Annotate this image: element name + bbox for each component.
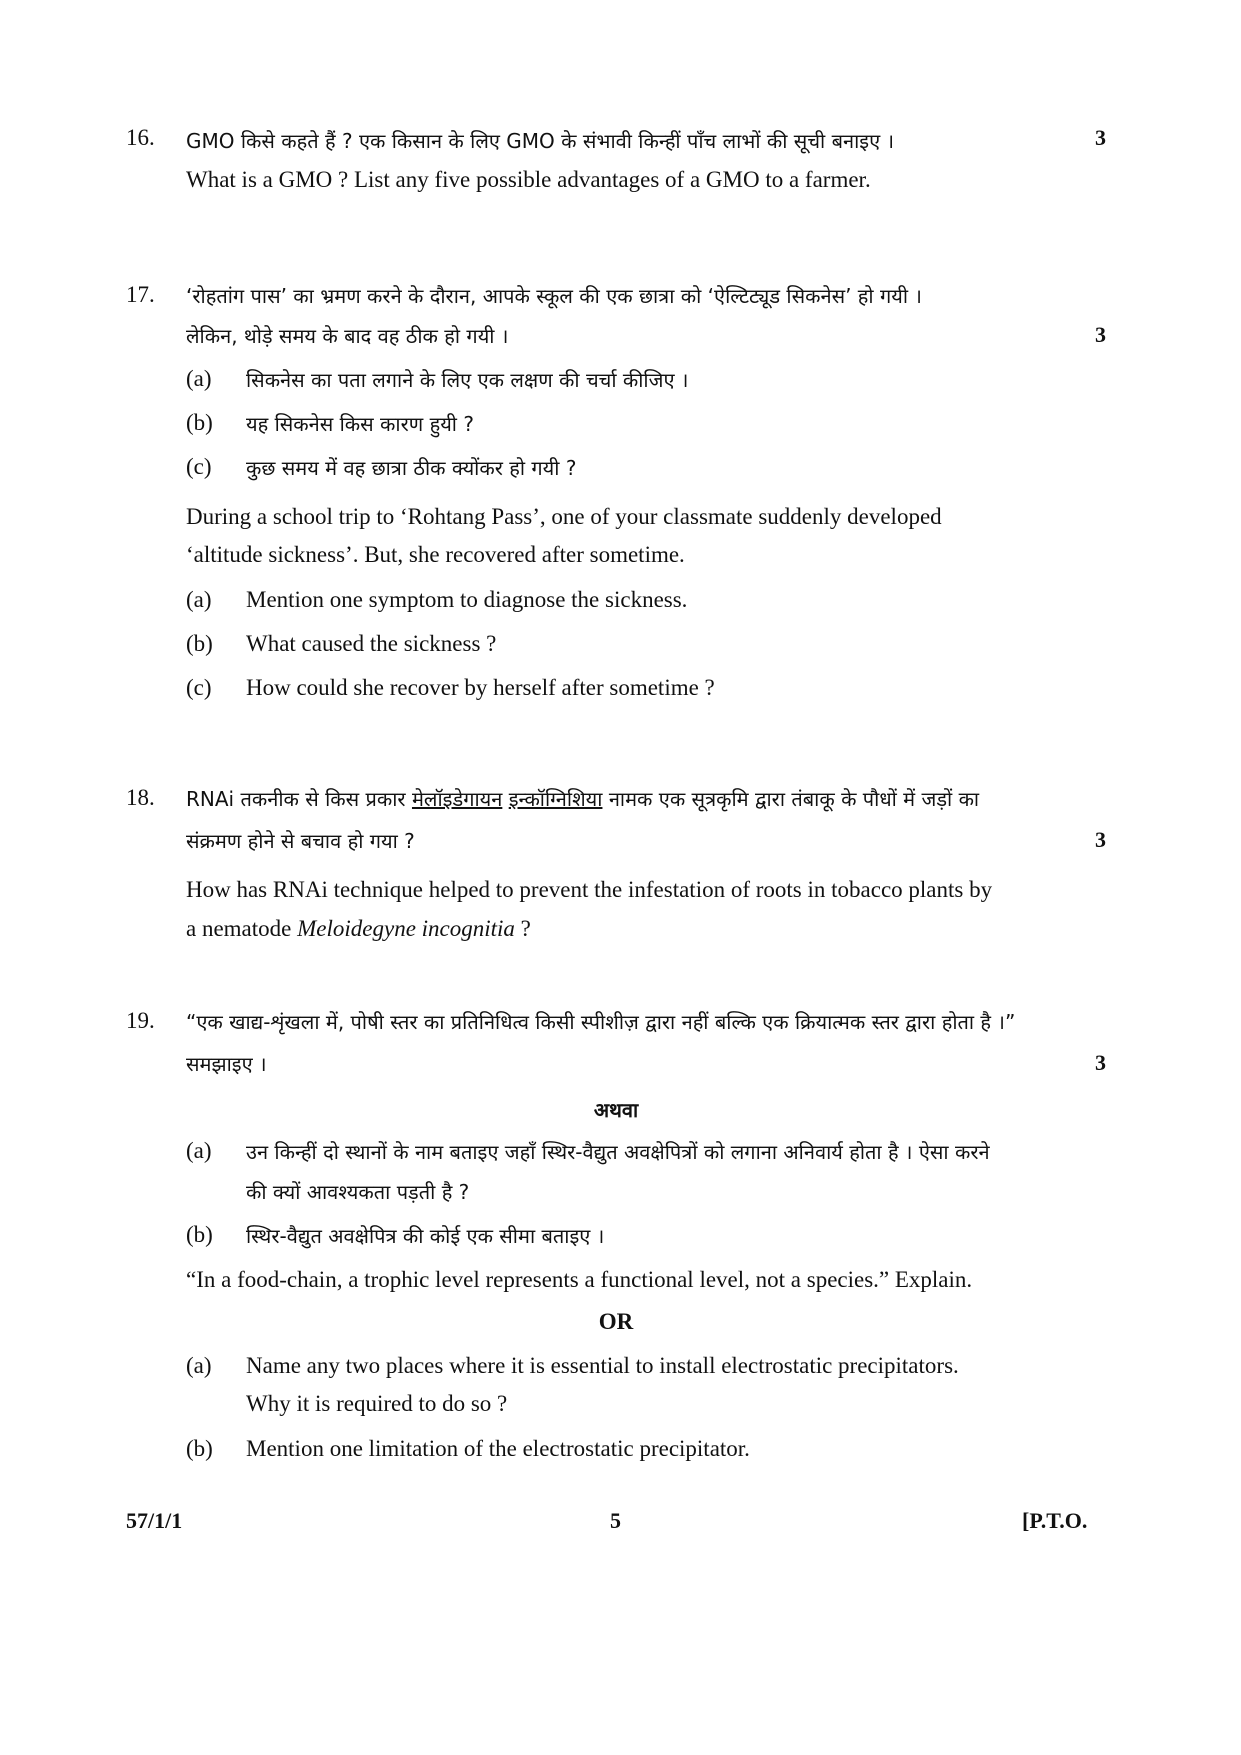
species-name-english: Meloidegyne incognitia bbox=[297, 916, 515, 941]
subpart-c-hindi: कुछ समय में वह छात्रा ठीक क्योंकर हो गयी ? bbox=[246, 456, 577, 480]
or-divider-hindi: अथवा bbox=[593, 1098, 639, 1122]
question-number: 16. bbox=[126, 125, 155, 150]
subpart-a-english: Mention one symptom to diagnose the sickness. bbox=[246, 587, 688, 612]
question-text-english-line2: ‘altitude sickness’. But, she recovered after sometime. bbox=[186, 542, 685, 567]
question-number: 18. bbox=[126, 785, 155, 810]
subpart-a-english-line1: Name any two places where it is essential to install electrostatic precipitators. bbox=[246, 1353, 959, 1378]
subpart-label-b: (b) bbox=[186, 631, 213, 656]
subpart-a-english-line2: Why it is required to do so ? bbox=[246, 1391, 508, 1416]
subpart-a-hindi: सिकनेस का पता लगाने के लिए एक लक्षण की चर्चा कीजिए । bbox=[246, 368, 689, 392]
hindi-text-pre: RNAi तकनीक से किस प्रकार bbox=[186, 787, 406, 811]
subpart-label-c: (c) bbox=[186, 675, 212, 700]
question-text-english: “In a food-chain, a trophic level represents a functional level, not a species.” Explain. bbox=[186, 1267, 973, 1292]
subpart-label-a: (a) bbox=[186, 1353, 212, 1378]
marks: 3 bbox=[1095, 322, 1106, 347]
subpart-label-a: (a) bbox=[186, 587, 212, 612]
english-text-pre: a nematode bbox=[186, 916, 292, 941]
marks: 3 bbox=[1095, 125, 1106, 150]
question-text-english: What is a GMO ? List any five possible advantages of a GMO to a farmer. bbox=[186, 167, 871, 192]
question-text-english-line1: During a school trip to ‘Rohtang Pass’, one of your classmate suddenly developed bbox=[186, 504, 942, 529]
subpart-b-hindi: स्थिर-वैद्युत अवक्षेपित्र की कोई एक सीमा बताइए । bbox=[246, 1224, 605, 1248]
paper-code: 57/1/1 bbox=[126, 1508, 183, 1533]
question-text-hindi-line2: लेकिन, थोड़े समय के बाद वह ठीक हो गयी । bbox=[186, 324, 509, 348]
subpart-label-b: (b) bbox=[186, 1436, 213, 1461]
subpart-a-hindi-line1: उन किन्हीं दो स्थानों के नाम बताइए जहाँ स्थिर-वैद्युत अवक्षेपित्रों को लगाना अनिवार्य होता है । ऐसा करने bbox=[246, 1140, 990, 1164]
marks: 3 bbox=[1095, 1050, 1106, 1075]
subpart-label-a: (a) bbox=[186, 366, 212, 391]
question-text-hindi-line1: ‘रोहतांग पास’ का भ्रमण करने के दौरान, आपके स्कूल की एक छात्रा को ‘ऐल्टिट्यूड सिकनेस’ हो गयी । bbox=[186, 284, 922, 308]
english-text-post: ? bbox=[520, 916, 531, 941]
question-text-english-line2 bbox=[186, 916, 531, 942]
question-text-english-line1: How has RNAi technique helped to prevent the infestation of roots in tobacco plants by bbox=[186, 877, 993, 902]
genus-name-hindi: मेलॉइडेगायन bbox=[411, 787, 503, 811]
subpart-label-c: (c) bbox=[186, 454, 212, 479]
subpart-label-b: (b) bbox=[186, 1222, 213, 1247]
subpart-c-english: How could she recover by herself after sometime ? bbox=[246, 675, 715, 700]
subpart-label-a: (a) bbox=[186, 1138, 212, 1163]
subpart-b-english: What caused the sickness ? bbox=[246, 631, 497, 656]
subpart-b-hindi: यह सिकनेस किस कारण हुयी ? bbox=[246, 412, 474, 436]
question-text-hindi-line1 bbox=[186, 785, 979, 812]
question-text-hindi-line2: समझाइए । bbox=[186, 1052, 267, 1076]
subpart-b-english: Mention one limitation of the electrostatic precipitator. bbox=[246, 1436, 750, 1461]
please-turn-over: [P.T.O. bbox=[1022, 1508, 1088, 1533]
marks: 3 bbox=[1095, 827, 1106, 852]
subpart-a-hindi-line2: की क्यों आवश्यकता पड़ती है ? bbox=[246, 1180, 470, 1204]
or-divider-english: OR bbox=[598, 1309, 634, 1334]
question-text-hindi-line2: संक्रमण होने से बचाव हो गया ? bbox=[186, 829, 415, 853]
species-name-hindi: इन्कॉग्निशिया bbox=[508, 787, 603, 811]
question-number: 17. bbox=[126, 282, 155, 307]
question-text-hindi-line1: “एक खाद्य-शृंखला में, पोषी स्तर का प्रतिनिधित्व किसी स्पीशीज़ द्वारा नहीं बल्कि एक क्रियात्मक स्तर द्वारा होता है ।” bbox=[186, 1010, 1016, 1034]
question-text-hindi: GMO किसे कहते हैं ? एक किसान के लिए GMO के संभावी किन्हीं पाँच लाभों की सूची बनाइए । bbox=[186, 129, 895, 153]
page-number: 5 bbox=[610, 1508, 621, 1533]
subpart-label-b: (b) bbox=[186, 410, 213, 435]
hindi-text-post: नामक एक सूत्रकृमि द्वारा तंबाकू के पौधों में जड़ों का bbox=[608, 787, 980, 811]
question-number: 19. bbox=[126, 1008, 155, 1033]
